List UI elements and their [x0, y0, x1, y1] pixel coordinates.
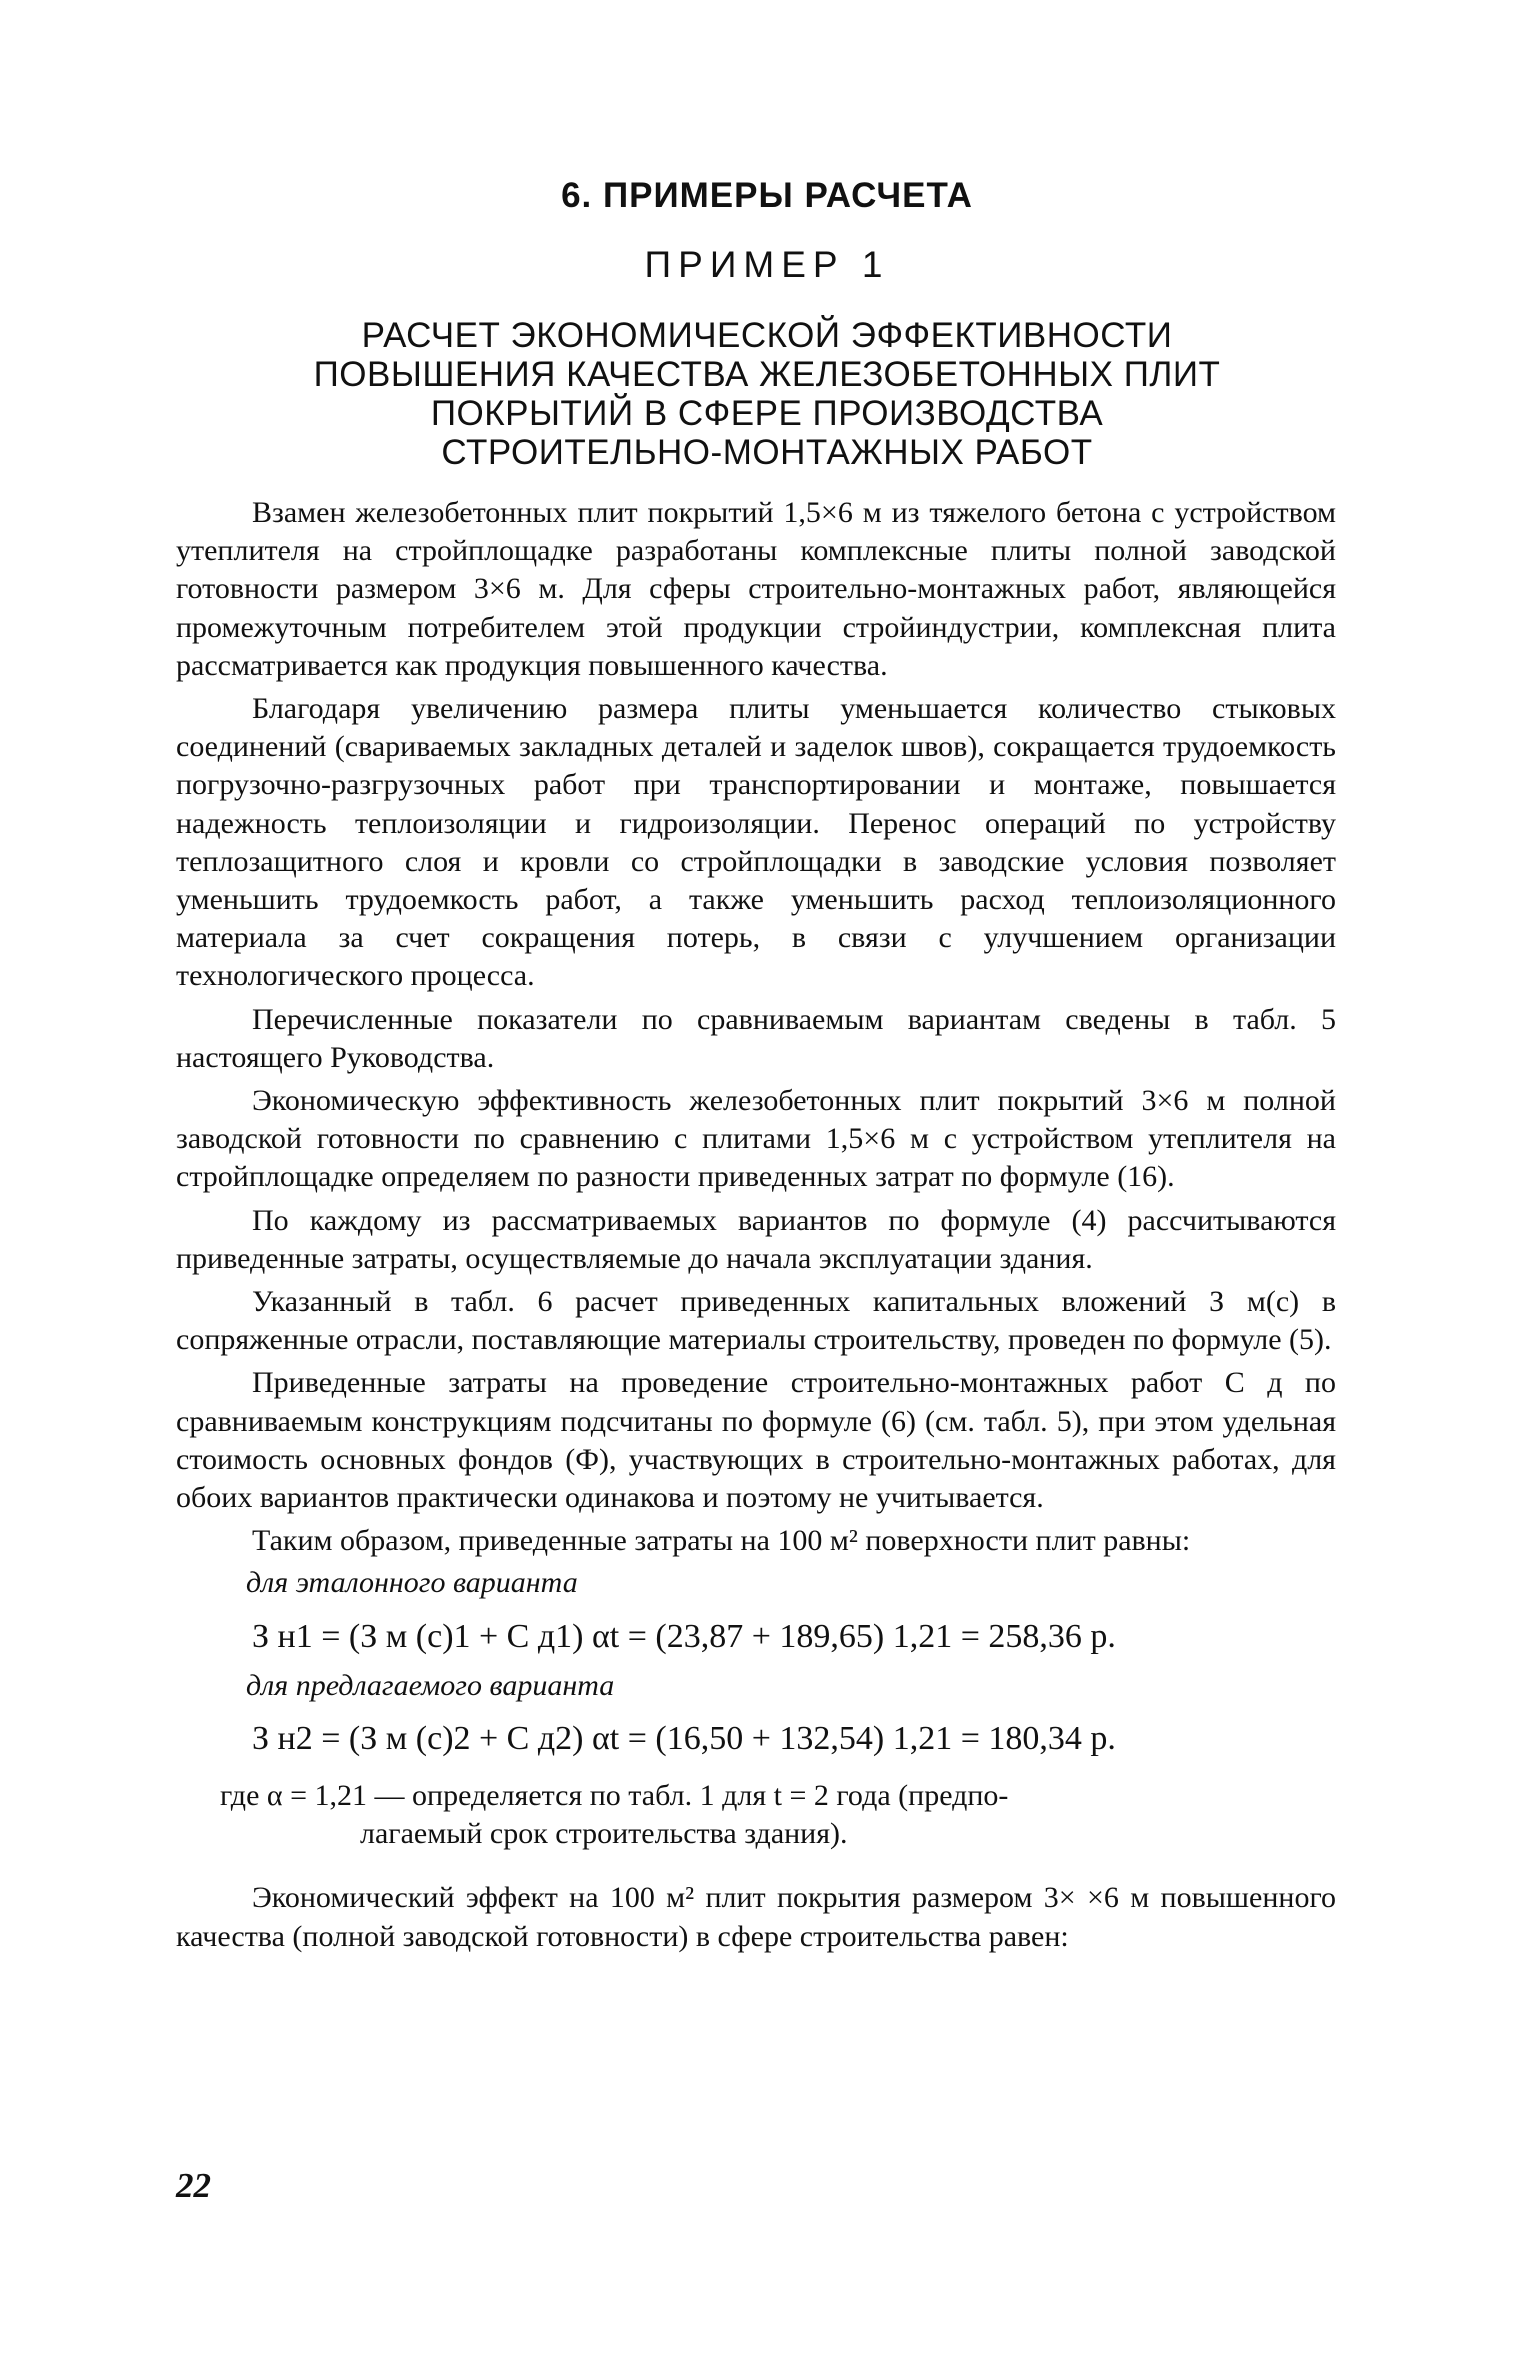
variant-label-proposed: для предлагаемого варианта [246, 1668, 615, 1702]
title-line: РАСЧЕТ ЭКОНОМИЧЕСКОЙ ЭФФЕКТИВНОСТИ [361, 316, 1173, 355]
paragraph: Таким образом, приведенные затраты на 100 м² поверхности плит равны: [252, 1524, 1191, 1558]
title-line: ПОВЫШЕНИЯ КАЧЕСТВА ЖЕЛЕЗОБЕТОННЫХ ПЛИТ [313, 355, 1221, 394]
paragraph: Взамен железобетонных плит покрытий 1,5×6 м из тяжелого бетона с устройством утеплителя на стройплощадке разработаны комплексные плиты полной заводской готовности размером 3×6 м. Для сферы строительно-монтажных работ, являющейся промежуточным потребителем этой продукции стройиндустрии, комплексная плита рассматривается как продукция повышенного качества. [176, 496, 1336, 682]
paragraph: Экономический эффект на 100 м² плит покрытия размером 3× ×6 м повышенного качества (полной заводской готовности) в сфере строительства равен: [176, 1881, 1336, 1953]
example-heading: ПРИМЕР 1 [644, 244, 890, 285]
title-line: СТРОИТЕЛЬНО-МОНТАЖНЫХ РАБОТ [441, 433, 1093, 472]
paragraph: По каждому из рассматриваемых вариантов по формуле (4) рассчитываются приведенные затраты, осуществляемые до начала эксплуатации здания. [176, 1203, 1336, 1275]
paragraph: Экономическую эффективность железобетонных плит покрытий 3×6 м полной заводской готовности по сравнению с плитами 1,5×6 м с устройством утеплителя на стройплощадке определяем по разности приведенных затрат по формуле (16). [176, 1084, 1336, 1194]
paragraph: Перечисленные показатели по сравниваемым вариантам сведены в табл. 5 настоящего Руководства. [176, 1002, 1336, 1074]
formula-note [220, 1777, 1336, 1853]
title-line: ПОКРЫТИЙ В СФЕРЕ ПРОИЗВОДСТВА [430, 394, 1104, 433]
variant-label-reference: для эталонного варианта [246, 1566, 578, 1600]
body-text [176, 494, 1336, 1956]
paragraph: Благодаря увеличению размера плиты уменьшается количество стыковых соединений (свариваемых закладных деталей и заделок швов), сокращается трудоемкость погрузочно-разгрузочных работ при транспортировании и монтаже, повышается надежность теплоизоляции и гидроизоляции. Перенос операций по устройству теплозащитного слоя и кровли со стройплощадки в заводские условия позволяет уменьшить трудоемкость работ, а также уменьшить расход теплоизоляционного материала за счет сокращения потерь, в связи с улучшением организации технологического процесса. [176, 692, 1336, 993]
paragraph: Указанный в табл. 6 расчет приведенных капитальных вложений З м(с) в сопряженные отрасли, поставляющие материалы строительству, проведен по формуле (5). [176, 1285, 1336, 1357]
formula-proposed: З н2 = (З м (с)2 + С д2) αt = (16,50 + 132,54) 1,21 = 180,34 р. [252, 1719, 1116, 1757]
paragraph: Приведенные затраты на проведение строительно-монтажных работ С д по сравниваемым конструкциям подсчитаны по формуле (6) (см. табл. 5), при этом удельная стоимость основных фондов (Ф), участвующих в строительно-монтажных работах, для обоих вариантов практически одинакова и поэтому не учитывается. [176, 1366, 1336, 1515]
formula-reference: З н1 = (З м (с)1 + С д1) αt = (23,87 + 189,65) 1,21 = 258,36 р. [252, 1617, 1116, 1655]
note-line: где α = 1,21 — определяется по табл. 1 для t = 2 года (предпо- [220, 1778, 1009, 1812]
page-number: 22 [176, 2166, 211, 2205]
section-heading: 6. ПРИМЕРЫ РАСЧЕТА [561, 176, 973, 215]
example-title [0, 316, 1534, 472]
note-line: лагаемый срок строительства здания). [360, 1817, 848, 1851]
